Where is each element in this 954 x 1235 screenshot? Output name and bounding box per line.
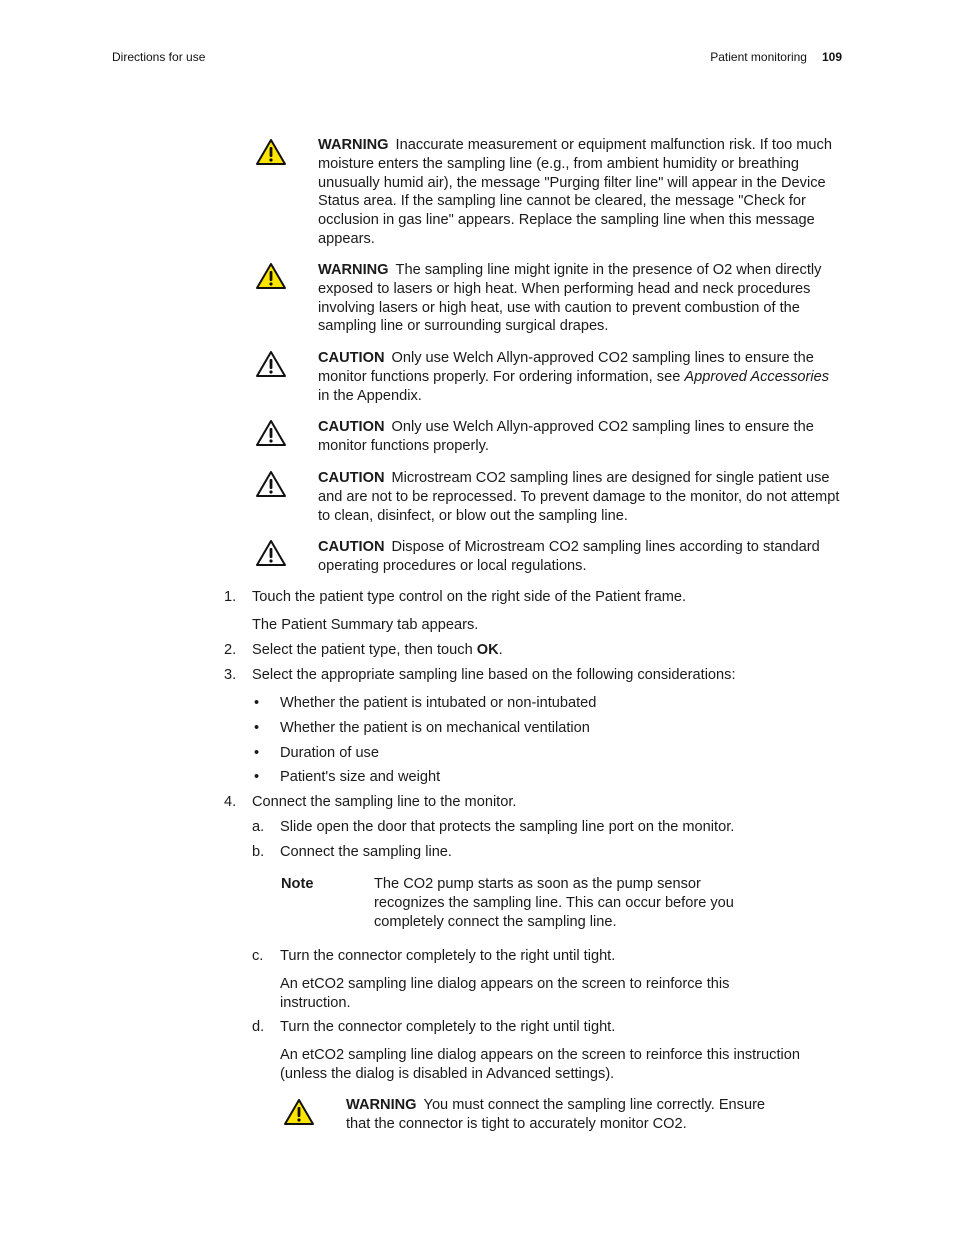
section-title: Patient monitoring	[710, 50, 807, 64]
notice-text: Dispose of Microstream CO2 sampling lines according to standard operating procedures or local regulations.	[318, 539, 820, 574]
substep-text: Turn the connector completely to the right until tight.	[280, 948, 616, 964]
warning-notice	[318, 136, 842, 249]
step-text: Connect the sampling line to the monitor.	[252, 794, 517, 810]
page-number: 109	[821, 50, 842, 64]
step-result: The Patient Summary tab appears.	[252, 617, 479, 633]
notice-keyword: WARNING	[318, 137, 389, 153]
caution-icon	[255, 470, 287, 498]
notice-keyword: CAUTION	[318, 470, 385, 486]
step-number: 4.	[224, 794, 237, 810]
step-number: 2.	[224, 642, 237, 658]
list-item: Whether the patient is intubated or non-intubated	[280, 695, 597, 711]
bullet-icon: •	[254, 745, 260, 761]
step-text: Select the patient type, then touch	[252, 642, 473, 658]
substep-result: An etCO2 sampling line dialog appears on the screen to reinforce this instruction.	[280, 976, 730, 1011]
caution-icon	[255, 350, 287, 378]
substep-text: Turn the connector completely to the right until tight.	[280, 1019, 616, 1035]
notice-text: Only use Welch Allyn-approved CO2 sampling lines to ensure the monitor functions properly.	[318, 419, 814, 454]
caution-notice	[318, 349, 842, 405]
step-number: 1.	[224, 589, 237, 605]
step-number: 3.	[224, 667, 237, 683]
notice-text: You must connect the sampling line correctly. Ensure that the connector is tight to accurately monitor CO2.	[346, 1097, 766, 1132]
notice-text: Only use Welch Allyn-approved CO2 sampling lines to ensure the monitor functions properly. For ordering information, see	[318, 350, 814, 385]
caution-icon	[255, 419, 287, 447]
notice-keyword: WARNING	[346, 1097, 417, 1113]
warning-notice	[346, 1096, 786, 1134]
step-text-container	[252, 641, 503, 660]
notice-keyword: CAUTION	[318, 539, 385, 555]
cross-reference: Approved Accessories	[684, 368, 830, 385]
substep-letter: b.	[252, 844, 265, 860]
running-header-left: Directions for use	[112, 50, 206, 64]
substep-letter: c.	[252, 948, 264, 964]
warning-icon	[255, 138, 287, 166]
running-header-right	[710, 49, 842, 65]
warning-notice	[318, 261, 842, 336]
substep-letter: a.	[252, 819, 265, 835]
list-item: Whether the patient is on mechanical ventilation	[280, 720, 590, 736]
substep-text: Slide open the door that protects the sampling line port on the monitor.	[280, 819, 735, 835]
bullet-icon: •	[254, 695, 260, 711]
caution-notice	[318, 418, 842, 456]
notice-keyword: CAUTION	[318, 350, 385, 366]
ok-button-reference: OK	[476, 642, 499, 658]
substep-letter: d.	[252, 1019, 265, 1035]
substep-result: An etCO2 sampling line dialog appears on the screen to reinforce this instruction (unless the dialog is disabled in Advanced settings).	[280, 1047, 800, 1082]
list-item: Patient's size and weight	[280, 769, 441, 785]
notice-keyword: CAUTION	[318, 419, 385, 435]
notice-text-end: in the Appendix.	[318, 387, 422, 404]
warning-icon	[255, 262, 287, 290]
note-label: Note	[281, 876, 314, 892]
step-text: Select the appropriate sampling line based on the following considerations:	[252, 667, 736, 683]
notice-text: Microstream CO2 sampling lines are designed for single patient use and are not to be reprocessed. To prevent damage to the monitor, do not attempt to clean, disinfect, or blow out the sampling line.	[318, 470, 840, 524]
warning-icon	[283, 1098, 315, 1126]
notice-text: The sampling line might ignite in the presence of O2 when directly exposed to lasers or high heat. When performing head and neck procedures involving lasers or high heat, use with caution to prevent combustion of the sampling line or surrounding surgical drapes.	[318, 262, 822, 335]
substep-text: Connect the sampling line.	[280, 844, 452, 860]
list-item: Duration of use	[280, 745, 379, 761]
step-text: Touch the patient type control on the right side of the Patient frame.	[252, 589, 687, 605]
step-text-end: .	[498, 642, 503, 658]
bullet-icon: •	[254, 720, 260, 736]
notice-text: Inaccurate measurement or equipment malfunction risk. If too much moisture enters the sampling line (e.g., from ambient humidity or breathing unusually humid air), the message "Purging filter line" will appear in the Device Status area. If the sampling line cannot be cleared, the message "Check for occlusion in gas line" appears. Replace the sampling line when this message appears.	[318, 137, 832, 247]
bullet-icon: •	[254, 769, 260, 785]
note-text: The CO2 pump starts as soon as the pump sensor recognizes the sampling line. This can occur before you completely connect the sampling line.	[374, 876, 734, 930]
caution-icon	[255, 539, 287, 567]
notice-keyword: WARNING	[318, 262, 389, 278]
caution-notice	[318, 469, 842, 525]
caution-notice	[318, 538, 842, 576]
